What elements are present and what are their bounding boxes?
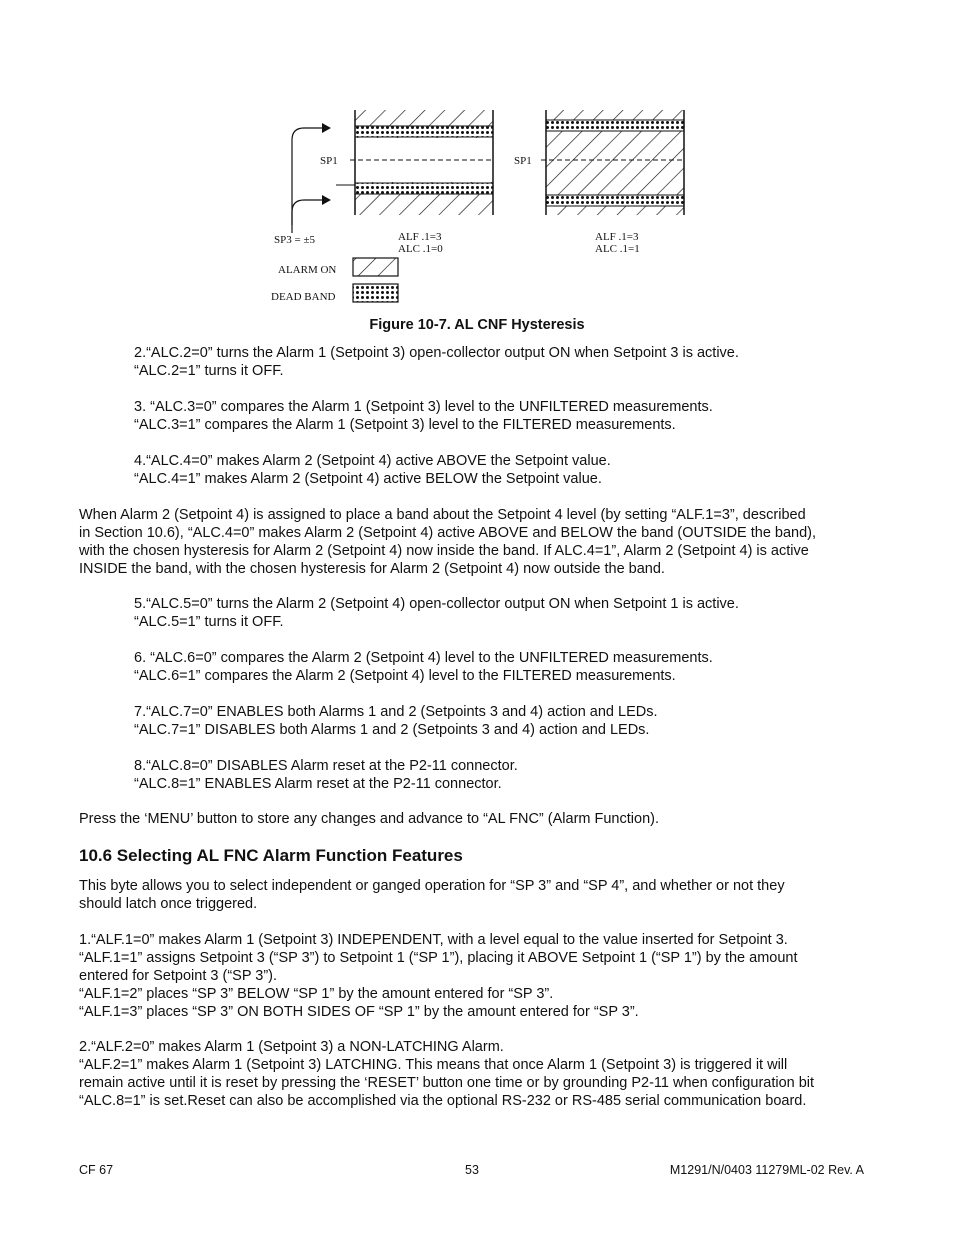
alc4-paragraph xyxy=(134,452,611,488)
band-line: with the chosen hysteresis for Alarm 2 (Setpoint 4) now inside the band. If ALC.4=1”, Alarm 2 (Setpoint 4) is active xyxy=(79,543,809,559)
left-alf-label: ALF .1=3 xyxy=(398,231,442,243)
alc3-line: 3. “ALC.3=0” compares the Alarm 1 (Setpoint 3) level to the UNFILTERED measurements. xyxy=(134,399,713,415)
alf1-line: “ALF.1=3” places “SP 3” ON BOTH SIDES OF “SP 1” by the amount entered for “SP 3”. xyxy=(79,1004,639,1020)
alc3-line: “ALC.3=1” compares the Alarm 1 (Setpoint 3) level to the FILTERED measurements. xyxy=(134,417,676,433)
figure-caption: Figure 10-7. AL CNF Hysteresis xyxy=(369,317,585,333)
alc8-line: “ALC.8=1” ENABLES Alarm reset at the P2-11 connector. xyxy=(134,776,502,792)
alf2-line: remain active until it is reset by pressing the ‘RESET’ button one time or by grounding P2-11 when configuration bit xyxy=(79,1075,815,1091)
legend-alarm-on-label: ALARM ON xyxy=(278,264,337,276)
band-line: When Alarm 2 (Setpoint 4) is assigned to place a band about the Setpoint 4 level (by setting “ALF.1=3”, described xyxy=(79,507,806,523)
alc2-paragraph xyxy=(134,344,739,380)
alc6-line: “ALC.6=1” compares the Alarm 2 (Setpoint 4) level to the FILTERED measurements. xyxy=(134,668,676,684)
alc5-paragraph xyxy=(134,595,739,631)
section-heading: 10.6 Selecting AL FNC Alarm Function Features xyxy=(79,846,463,865)
left-diagram xyxy=(292,110,493,233)
menu-paragraph xyxy=(79,810,659,828)
footer-right: M1291/N/0403 11279ML-02 Rev. A xyxy=(669,1163,864,1177)
alf2-line: “ALF.2=1” makes Alarm 1 (Setpoint 3) LATCHING. This means that once Alarm 1 (Setpoint 3) is triggered it will xyxy=(79,1057,788,1073)
right-alf-label: ALF .1=3 xyxy=(595,231,639,243)
sp1-right-label: SP1 xyxy=(514,155,532,167)
intro-line: should latch once triggered. xyxy=(79,896,258,912)
footer-page-number: 53 xyxy=(465,1163,479,1177)
sp3-label: SP3 = ±5 xyxy=(274,234,315,246)
band-line: INSIDE the band, with the chosen hysteresis for Alarm 2 (Setpoint 4) now outside the band. xyxy=(79,561,665,577)
alf2-line: 2.“ALF.2=0” makes Alarm 1 (Setpoint 3) a NON-LATCHING Alarm. xyxy=(79,1039,504,1055)
alf1-paragraph xyxy=(79,931,798,1021)
alc8-paragraph xyxy=(134,757,518,793)
intro-line: This byte allows you to select independent or ganged operation for “SP 3” and “SP 4”, and whether or not they xyxy=(79,878,785,894)
menu-line: Press the ‘MENU’ button to store any changes and advance to “AL FNC” (Alarm Function). xyxy=(79,811,659,827)
alc6-paragraph xyxy=(134,649,713,685)
alf1-line: “ALF.1=1” assigns Setpoint 3 (“SP 3”) to Setpoint 1 (“SP 1”), placing it ABOVE Setpoint 1 (“SP 1”) by the amount xyxy=(79,950,798,966)
band-line: in Section 10.6), “ALC.4=0” makes Alarm 2 (Setpoint 4) active ABOVE and BELOW the band (OUTSIDE the band), xyxy=(79,525,817,541)
right-diagram xyxy=(541,110,684,215)
alc4-line: “ALC.4=1” makes Alarm 2 (Setpoint 4) active BELOW the Setpoint value. xyxy=(134,471,602,487)
alc7-line: 7.“ALC.7=0” ENABLES both Alarms 1 and 2 (Setpoints 3 and 4) action and LEDs. xyxy=(134,704,658,720)
alc5-line: 5.“ALC.5=0” turns the Alarm 2 (Setpoint 4) open-collector output ON when Setpoint 1 is active. xyxy=(134,596,739,612)
sp1-left-label: SP1 xyxy=(320,155,338,167)
alc7-line: “ALC.7=1” DISABLES both Alarms 1 and 2 (Setpoints 3 and 4) action and LEDs. xyxy=(134,722,650,738)
alc2-line: 2.“ALC.2=0” turns the Alarm 1 (Setpoint 3) open-collector output ON when Setpoint 3 is active. xyxy=(134,345,739,361)
band-paragraph xyxy=(79,506,816,578)
alc4-line: 4.“ALC.4=0” makes Alarm 2 (Setpoint 4) active ABOVE the Setpoint value. xyxy=(134,453,611,469)
alc3-paragraph xyxy=(134,398,713,434)
legend-alarm-on-swatch xyxy=(353,258,398,276)
alf2-line: “ALC.8=1” is set.Reset can also be accomplished via the optional RS-232 or RS-485 serial communication board. xyxy=(79,1093,807,1109)
hysteresis-figure xyxy=(260,100,700,310)
right-alc-label: ALC .1=1 xyxy=(595,243,640,255)
alc6-line: 6. “ALC.6=0” compares the Alarm 2 (Setpoint 4) level to the UNFILTERED measurements. xyxy=(134,650,713,666)
alf2-paragraph xyxy=(79,1038,814,1110)
alf1-line: entered for Setpoint 3 (“SP 3”). xyxy=(79,968,278,984)
alf1-line: 1.“ALF.1=0” makes Alarm 1 (Setpoint 3) INDEPENDENT, with a level equal to the value inserted for Setpoint 3. xyxy=(79,932,788,948)
alc2-line: “ALC.2=1” turns it OFF. xyxy=(134,363,284,379)
alc7-paragraph xyxy=(134,703,658,739)
legend-dead-band-label: DEAD BAND xyxy=(271,291,336,303)
alf1-line: “ALF.1=2” places “SP 3” BELOW “SP 1” by the amount entered for “SP 3”. xyxy=(79,986,554,1002)
footer-left: CF 67 xyxy=(79,1163,114,1177)
alc8-line: 8.“ALC.8=0” DISABLES Alarm reset at the P2-11 connector. xyxy=(134,758,518,774)
left-alc-label: ALC .1=0 xyxy=(398,243,443,255)
legend-dead-band-swatch xyxy=(353,284,398,302)
alc5-line: “ALC.5=1” turns it OFF. xyxy=(134,614,284,630)
section-intro xyxy=(79,877,785,913)
